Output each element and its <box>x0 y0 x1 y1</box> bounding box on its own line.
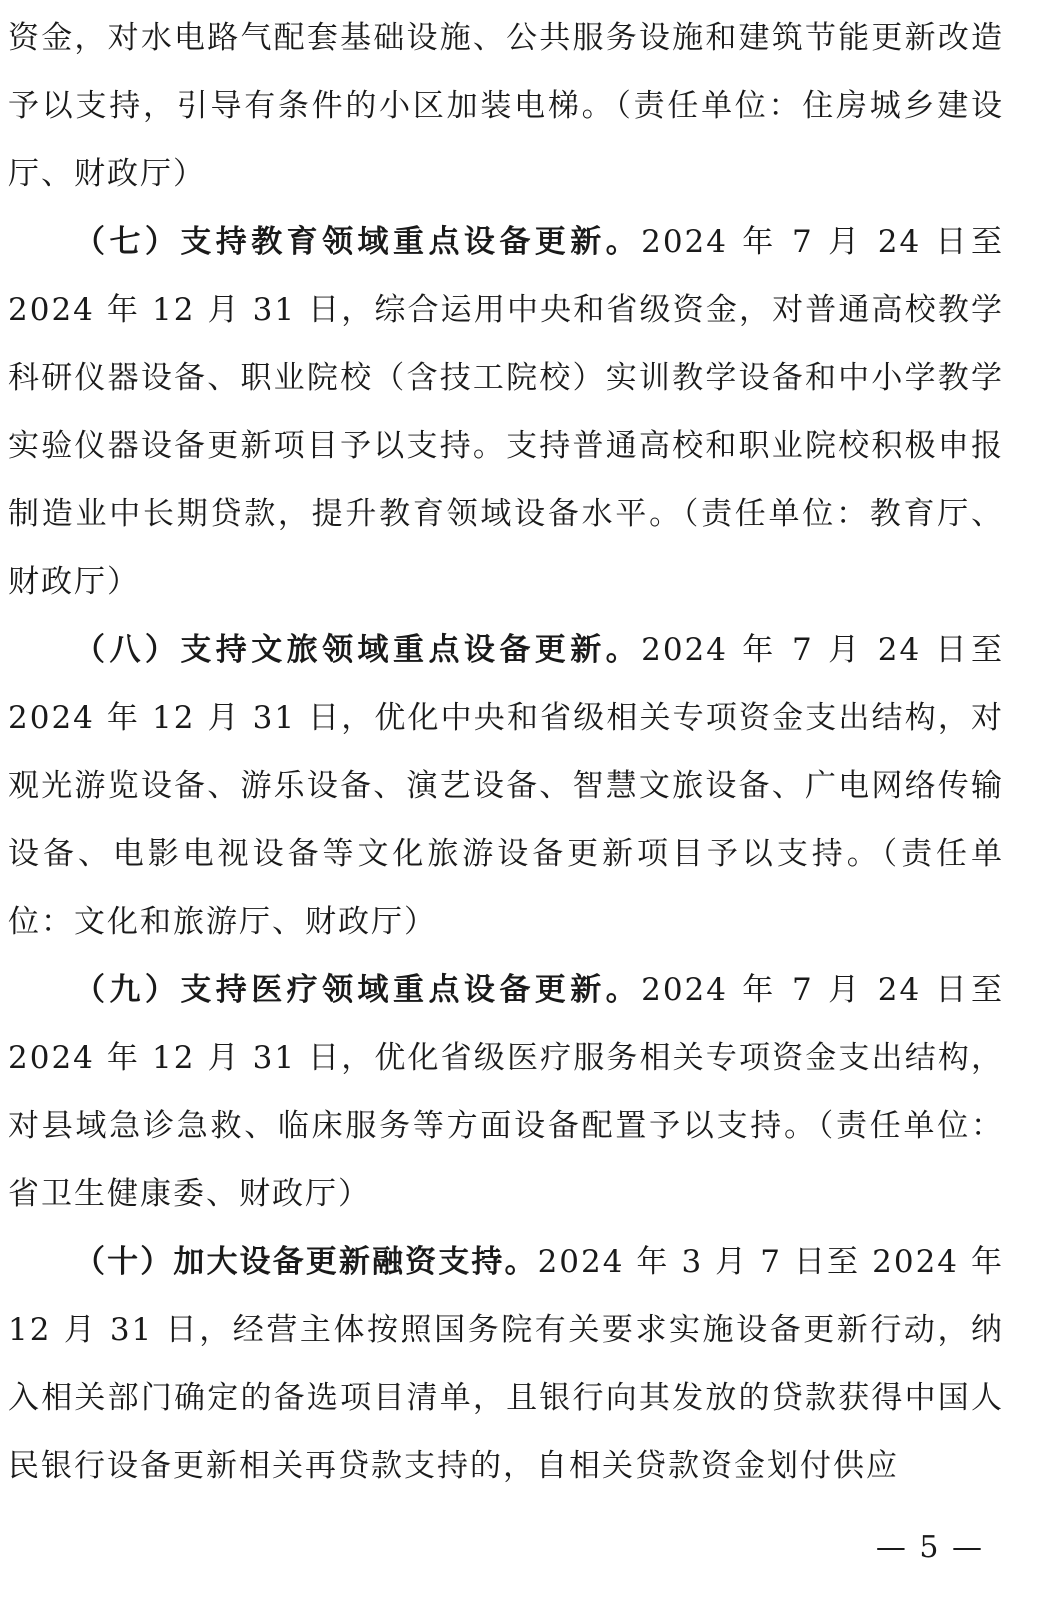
paragraph-text: 2024 年 7 月 24 日至 2024 年 12 月 31 日，综合运用中央和省级资金，对普通高校教学科研仪器设备、职业院校（含技工院校）实训教学设备和中小学教学实验仪器设备更新项目予以支持。支持普通高校和职业院校积极申报制造业中长期贷款，提升教育领域设备水平。（责任单位：教育厅、财政厅） <box>8 224 1004 600</box>
page-number: — 5 — <box>875 1530 984 1565</box>
paragraph-financing <box>8 1228 1004 1500</box>
paragraph-text: 2024 年 7 月 24 日至 2024 年 12 月 31 日，优化中央和省级相关专项资金支出结构，对观光游览设备、游乐设备、演艺设备、智慧文旅设备、广电网络传输设备、电影电视设备等文化旅游设备更新项目予以支持。（责任单位：文化和旅游厅、财政厅） <box>8 632 1004 940</box>
section-heading: （八）支持文旅领域重点设备更新。 <box>74 632 642 668</box>
paragraph-medical <box>8 956 1004 1228</box>
paragraph-continuation <box>8 4 1004 208</box>
paragraph-education <box>8 208 1004 616</box>
body-text <box>8 4 1004 1500</box>
paragraph-text: 2024 年 3 月 7 日至 2024 年 12 月 31 日，经营主体按照国务院有关要求实施设备更新行动，纳入相关部门确定的备选项目清单，且银行向其发放的贷款获得中国人民银行设备更新相关再贷款支持的，自相关贷款资金划付供应 <box>8 1244 1004 1484</box>
paragraph-culture-tourism <box>8 616 1004 956</box>
section-heading: （十）加大设备更新融资支持。 <box>74 1244 538 1280</box>
section-heading: （七）支持教育领域重点设备更新。 <box>74 224 642 260</box>
section-heading: （九）支持医疗领域重点设备更新。 <box>74 972 642 1008</box>
paragraph-text: 资金，对水电路气配套基础设施、公共服务设施和建筑节能更新改造予以支持，引导有条件的小区加装电梯。（责任单位：住房城乡建设厅、财政厅） <box>8 20 1004 192</box>
paragraph-text: 2024 年 7 月 24 日至 2024 年 12 月 31 日，优化省级医疗服务相关专项资金支出结构，对县域急诊急救、临床服务等方面设备配置予以支持。（责任单位：省卫生健康委、财政厅） <box>8 972 1004 1212</box>
